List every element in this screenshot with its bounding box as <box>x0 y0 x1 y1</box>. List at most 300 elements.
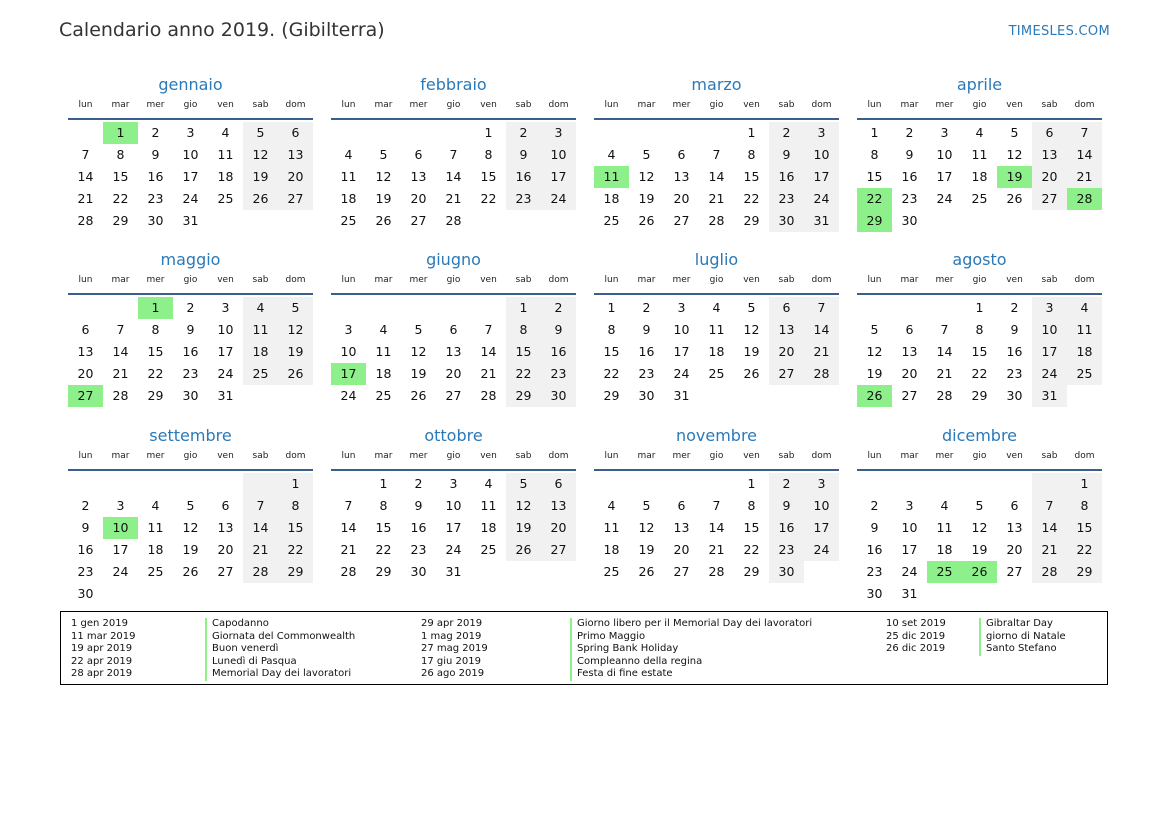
legend-holiday-name: giorno di Natale <box>979 631 1066 644</box>
day-grid <box>857 473 1102 605</box>
day-cell: 26 <box>375 213 392 228</box>
weekday-label: gio <box>446 275 461 285</box>
day-cell: 7 <box>344 498 353 513</box>
weekday-label: gio <box>446 451 461 461</box>
weekday-label: dom <box>811 451 832 461</box>
legend-holiday-name: Santo Stefano <box>979 643 1066 656</box>
day-empty-cell <box>68 473 103 495</box>
day-cell: 14 <box>112 344 129 359</box>
day-cell: 23 <box>638 366 655 381</box>
month-title: dicembre <box>941 426 1018 445</box>
day-cell: 21 <box>445 191 462 206</box>
day-cell: 11 <box>480 498 497 513</box>
day-cell: 26 <box>1006 191 1023 206</box>
month-dicembre <box>857 424 1102 604</box>
weekday-label: dom <box>811 100 832 110</box>
day-cell: 11 <box>217 147 234 162</box>
day-cell: 3 <box>804 473 839 495</box>
day-cell: 25 <box>340 213 357 228</box>
day-cell-holiday: 26 <box>857 385 892 407</box>
day-cell: 27 <box>673 213 690 228</box>
month-ottobre <box>331 424 576 604</box>
day-cell: 8 <box>607 322 616 337</box>
day-empty-cell <box>331 297 366 319</box>
weekday-label: gio <box>972 451 987 461</box>
legend-date: 29 apr 2019 <box>421 618 483 629</box>
day-cell: 13 <box>217 520 234 535</box>
day-cell: 28 <box>243 561 278 583</box>
day-cell: 18 <box>340 191 357 206</box>
brand-link[interactable]: TIMESLES.COM <box>1008 24 1110 39</box>
day-cell: 22 <box>506 363 541 385</box>
legend-date: 22 apr 2019 <box>71 655 133 667</box>
day-cell: 23 <box>769 188 804 210</box>
weekday-label: mer <box>935 275 954 285</box>
day-cell: 15 <box>743 169 760 184</box>
day-cell: 26 <box>243 188 278 210</box>
day-cell-holiday: 25 <box>927 561 962 583</box>
day-cell: 19 <box>410 366 427 381</box>
weekday-label: ven <box>217 100 234 110</box>
legend-date: 1 gen 2019 <box>71 618 129 629</box>
day-cell: 17 <box>217 344 234 359</box>
day-cell: 16 <box>901 169 918 184</box>
day-cell: 11 <box>340 169 357 184</box>
day-cell: 10 <box>804 144 839 166</box>
day-cell: 26 <box>410 388 427 403</box>
day-cell: 18 <box>1067 341 1102 363</box>
day-cell: 5 <box>414 322 423 337</box>
day-cell: 13 <box>445 344 462 359</box>
day-cell: 18 <box>936 542 953 557</box>
weekday-label: lun <box>604 451 619 461</box>
day-cell: 13 <box>1032 144 1067 166</box>
day-cell: 13 <box>673 169 690 184</box>
weekday-header <box>857 449 1102 471</box>
day-cell-holiday: 26 <box>962 561 997 583</box>
weekday-label: sab <box>252 451 269 461</box>
day-cell: 15 <box>743 520 760 535</box>
day-empty-cell <box>103 473 138 495</box>
day-cell: 25 <box>1067 363 1102 385</box>
weekday-label: sab <box>1041 275 1058 285</box>
day-cell-holiday: 10 <box>103 517 138 539</box>
day-empty-cell <box>331 473 366 495</box>
day-empty-cell <box>857 473 892 495</box>
day-cell: 12 <box>243 144 278 166</box>
day-cell: 7 <box>940 322 949 337</box>
legend-holiday-name: Spring Bank Holiday <box>570 643 812 656</box>
day-cell: 27 <box>1006 564 1023 579</box>
day-cell: 19 <box>743 344 760 359</box>
weekday-label: sab <box>778 275 795 285</box>
day-cell: 8 <box>1067 495 1102 517</box>
legend-date: 25 dic 2019 <box>886 630 946 642</box>
day-cell: 2 <box>414 476 423 491</box>
legend-date: 19 apr 2019 <box>71 643 133 655</box>
day-cell: 31 <box>445 564 462 579</box>
day-cell: 9 <box>769 144 804 166</box>
day-cell: 3 <box>677 300 686 315</box>
day-cell: 17 <box>936 169 953 184</box>
day-empty-cell <box>699 122 734 144</box>
legend-names-col-2 <box>570 618 812 681</box>
day-cell: 6 <box>541 473 576 495</box>
day-cell: 14 <box>243 517 278 539</box>
day-cell: 8 <box>975 322 984 337</box>
weekday-label: gio <box>183 451 198 461</box>
day-cell: 17 <box>804 517 839 539</box>
weekday-label: mar <box>374 451 393 461</box>
day-cell: 30 <box>1006 388 1023 403</box>
day-cell: 14 <box>480 344 497 359</box>
day-empty-cell <box>927 473 962 495</box>
weekday-header <box>594 273 839 295</box>
day-cell: 1 <box>278 473 313 495</box>
day-cell: 8 <box>747 498 756 513</box>
weekday-label: dom <box>285 100 306 110</box>
day-cell: 1 <box>975 300 984 315</box>
day-cell: 9 <box>186 322 195 337</box>
day-cell: 2 <box>506 122 541 144</box>
legend-holiday-name: Primo Maggio <box>570 631 812 644</box>
day-cell: 31 <box>217 388 234 403</box>
weekday-label: lun <box>867 275 882 285</box>
legend-holiday-name: Compleanno della regina <box>570 656 812 669</box>
day-cell-holiday: 22 <box>857 188 892 210</box>
weekday-label: sab <box>778 451 795 461</box>
legend-holiday-name: Festa di fine estate <box>570 668 812 681</box>
day-cell-holiday: 1 <box>103 122 138 144</box>
day-cell: 4 <box>379 322 388 337</box>
day-cell: 6 <box>905 322 914 337</box>
weekday-label: dom <box>285 275 306 285</box>
day-cell: 18 <box>243 341 278 363</box>
month-title: settembre <box>149 426 232 445</box>
day-cell: 4 <box>975 125 984 140</box>
day-cell: 17 <box>445 520 462 535</box>
day-cell: 29 <box>375 564 392 579</box>
weekday-label: mer <box>409 275 428 285</box>
day-cell: 3 <box>344 322 353 337</box>
day-cell: 16 <box>147 169 164 184</box>
day-cell: 5 <box>870 322 879 337</box>
weekday-label: mer <box>146 275 165 285</box>
day-cell: 18 <box>603 191 620 206</box>
day-cell: 9 <box>414 498 423 513</box>
day-cell: 12 <box>638 520 655 535</box>
day-cell: 20 <box>769 341 804 363</box>
day-cell: 7 <box>1032 495 1067 517</box>
day-cell: 28 <box>340 564 357 579</box>
day-cell: 15 <box>866 169 883 184</box>
day-cell: 19 <box>638 542 655 557</box>
day-cell: 7 <box>484 322 493 337</box>
month-giugno <box>331 248 576 424</box>
day-empty-cell <box>436 297 471 319</box>
weekday-label: ven <box>480 275 497 285</box>
day-cell: 23 <box>901 191 918 206</box>
day-cell: 7 <box>116 322 125 337</box>
day-cell: 3 <box>940 125 949 140</box>
day-cell: 4 <box>243 297 278 319</box>
weekday-label: mer <box>146 451 165 461</box>
day-cell: 30 <box>182 388 199 403</box>
day-cell: 10 <box>804 495 839 517</box>
weekday-label: mar <box>900 100 919 110</box>
month-title: agosto <box>952 250 1007 269</box>
weekday-header <box>857 273 1102 295</box>
weekday-label: mer <box>672 100 691 110</box>
day-grid <box>331 122 576 232</box>
day-cell: 14 <box>708 520 725 535</box>
day-cell: 30 <box>769 561 804 583</box>
day-cell: 10 <box>673 322 690 337</box>
day-empty-cell <box>699 473 734 495</box>
day-cell: 17 <box>1032 341 1067 363</box>
day-cell: 25 <box>971 191 988 206</box>
day-cell: 27 <box>1032 188 1067 210</box>
weekday-label: mar <box>900 451 919 461</box>
day-cell: 29 <box>278 561 313 583</box>
day-cell: 20 <box>541 517 576 539</box>
day-cell: 12 <box>410 344 427 359</box>
day-cell: 18 <box>375 366 392 381</box>
weekday-label: sab <box>515 451 532 461</box>
day-cell: 22 <box>147 366 164 381</box>
weekday-label: mer <box>935 451 954 461</box>
day-cell: 8 <box>747 147 756 162</box>
day-cell: 24 <box>936 191 953 206</box>
day-cell: 7 <box>1067 122 1102 144</box>
day-cell: 22 <box>480 191 497 206</box>
day-cell: 29 <box>971 388 988 403</box>
weekday-label: mer <box>146 100 165 110</box>
day-cell: 15 <box>278 517 313 539</box>
day-cell: 8 <box>506 319 541 341</box>
day-cell: 6 <box>1010 498 1019 513</box>
day-empty-cell <box>664 122 699 144</box>
weekday-label: ven <box>743 451 760 461</box>
day-cell: 13 <box>410 169 427 184</box>
weekday-label: lun <box>78 275 93 285</box>
day-cell: 9 <box>870 520 879 535</box>
day-cell: 23 <box>77 564 94 579</box>
day-cell: 22 <box>112 191 129 206</box>
weekday-label: lun <box>78 100 93 110</box>
day-cell: 3 <box>541 122 576 144</box>
day-cell: 13 <box>901 344 918 359</box>
day-cell: 16 <box>769 166 804 188</box>
holiday-legend <box>60 611 1108 685</box>
day-cell: 16 <box>410 520 427 535</box>
day-cell: 20 <box>673 542 690 557</box>
day-empty-cell <box>892 297 927 319</box>
month-title: maggio <box>160 250 221 269</box>
day-cell: 28 <box>480 388 497 403</box>
weekday-label: mar <box>374 100 393 110</box>
day-cell: 24 <box>804 539 839 561</box>
month-agosto <box>857 248 1102 424</box>
weekday-label: ven <box>480 451 497 461</box>
day-cell: 21 <box>77 191 94 206</box>
day-cell: 21 <box>1067 166 1102 188</box>
weekday-label: gio <box>183 275 198 285</box>
day-cell: 31 <box>901 586 918 601</box>
day-cell: 28 <box>445 213 462 228</box>
weekday-label: sab <box>778 100 795 110</box>
day-cell: 27 <box>541 539 576 561</box>
day-cell: 17 <box>804 166 839 188</box>
day-cell: 5 <box>379 147 388 162</box>
weekday-label: ven <box>217 451 234 461</box>
legend-date: 26 ago 2019 <box>421 668 485 680</box>
weekday-label: mer <box>409 100 428 110</box>
day-cell: 27 <box>673 564 690 579</box>
day-cell: 21 <box>708 191 725 206</box>
day-empty-cell <box>401 122 436 144</box>
day-cell: 10 <box>182 147 199 162</box>
weekday-label: dom <box>1074 451 1095 461</box>
day-cell: 20 <box>278 166 313 188</box>
month-title: febbraio <box>420 75 487 94</box>
day-cell: 12 <box>375 169 392 184</box>
day-cell: 24 <box>112 564 129 579</box>
legend-names-col-3 <box>979 618 1066 656</box>
day-cell: 25 <box>603 564 620 579</box>
day-cell: 18 <box>603 542 620 557</box>
weekday-label: sab <box>515 100 532 110</box>
day-cell: 15 <box>375 520 392 535</box>
day-cell: 4 <box>221 125 230 140</box>
day-cell: 28 <box>936 388 953 403</box>
day-cell: 13 <box>278 144 313 166</box>
day-cell: 2 <box>870 498 879 513</box>
weekday-header <box>594 449 839 471</box>
month-title: giugno <box>426 250 481 269</box>
weekday-label: gio <box>709 275 724 285</box>
day-cell: 20 <box>77 366 94 381</box>
day-cell: 19 <box>182 542 199 557</box>
day-cell: 2 <box>186 300 195 315</box>
day-cell: 11 <box>1067 319 1102 341</box>
day-cell: 24 <box>804 188 839 210</box>
day-cell: 29 <box>112 213 129 228</box>
day-cell: 19 <box>971 542 988 557</box>
day-grid <box>331 297 576 407</box>
day-cell: 10 <box>901 520 918 535</box>
legend-date: 1 mag 2019 <box>421 630 482 642</box>
day-cell: 25 <box>708 366 725 381</box>
weekday-label: mar <box>637 100 656 110</box>
day-cell: 24 <box>217 366 234 381</box>
day-cell: 11 <box>708 322 725 337</box>
day-cell: 17 <box>182 169 199 184</box>
day-cell: 31 <box>804 210 839 232</box>
day-cell: 15 <box>506 341 541 363</box>
day-cell: 2 <box>1010 300 1019 315</box>
weekday-label: mar <box>111 451 130 461</box>
weekday-label: mar <box>374 275 393 285</box>
day-cell: 23 <box>541 363 576 385</box>
day-cell: 30 <box>147 213 164 228</box>
day-cell: 27 <box>901 388 918 403</box>
day-cell: 5 <box>747 300 756 315</box>
day-cell: 6 <box>278 122 313 144</box>
day-cell: 20 <box>1032 166 1067 188</box>
day-empty-cell <box>173 473 208 495</box>
day-cell: 21 <box>1032 539 1067 561</box>
day-cell: 17 <box>901 542 918 557</box>
day-cell: 23 <box>410 542 427 557</box>
weekday-label: ven <box>1006 451 1023 461</box>
weekday-label: mer <box>672 451 691 461</box>
day-cell: 23 <box>1006 366 1023 381</box>
day-cell: 21 <box>480 366 497 381</box>
day-cell: 23 <box>147 191 164 206</box>
legend-date: 27 mag 2019 <box>421 643 488 655</box>
legend-dates-col-3 <box>886 618 946 656</box>
day-cell: 29 <box>1067 561 1102 583</box>
day-cell: 4 <box>712 300 721 315</box>
legend-dates-col-1 <box>71 618 136 681</box>
month-novembre <box>594 424 839 604</box>
weekday-header <box>331 449 576 471</box>
day-cell: 30 <box>541 385 576 407</box>
day-cell: 21 <box>936 366 953 381</box>
day-empty-cell <box>366 297 401 319</box>
day-cell-holiday: 1 <box>138 297 173 319</box>
weekday-label: ven <box>1006 100 1023 110</box>
legend-date: 10 set 2019 <box>886 618 946 629</box>
day-grid <box>594 473 839 583</box>
day-empty-cell <box>331 122 366 144</box>
day-cell: 27 <box>445 388 462 403</box>
day-cell: 18 <box>480 520 497 535</box>
day-cell: 24 <box>340 388 357 403</box>
day-empty-cell <box>436 122 471 144</box>
legend-names-col-1 <box>205 618 355 681</box>
day-cell: 31 <box>1032 385 1067 407</box>
weekday-label: ven <box>480 100 497 110</box>
day-cell: 14 <box>77 169 94 184</box>
day-grid <box>594 122 839 232</box>
day-cell: 6 <box>677 498 686 513</box>
day-cell: 11 <box>936 520 953 535</box>
day-cell: 24 <box>445 542 462 557</box>
month-marzo <box>594 73 839 248</box>
day-empty-cell <box>892 473 927 495</box>
day-cell: 14 <box>1067 144 1102 166</box>
day-cell: 23 <box>182 366 199 381</box>
day-grid <box>68 122 313 232</box>
legend-date: 11 mar 2019 <box>71 630 136 642</box>
day-cell: 4 <box>344 147 353 162</box>
day-cell: 24 <box>541 188 576 210</box>
day-empty-cell <box>927 297 962 319</box>
weekday-label: mar <box>111 275 130 285</box>
day-cell: 8 <box>151 322 160 337</box>
day-grid <box>857 122 1102 232</box>
day-cell: 3 <box>905 498 914 513</box>
weekday-header <box>68 449 313 471</box>
day-cell: 6 <box>677 147 686 162</box>
weekday-header <box>331 273 576 295</box>
day-cell: 5 <box>642 147 651 162</box>
day-cell: 26 <box>638 213 655 228</box>
day-cell: 3 <box>186 125 195 140</box>
day-cell: 5 <box>186 498 195 513</box>
